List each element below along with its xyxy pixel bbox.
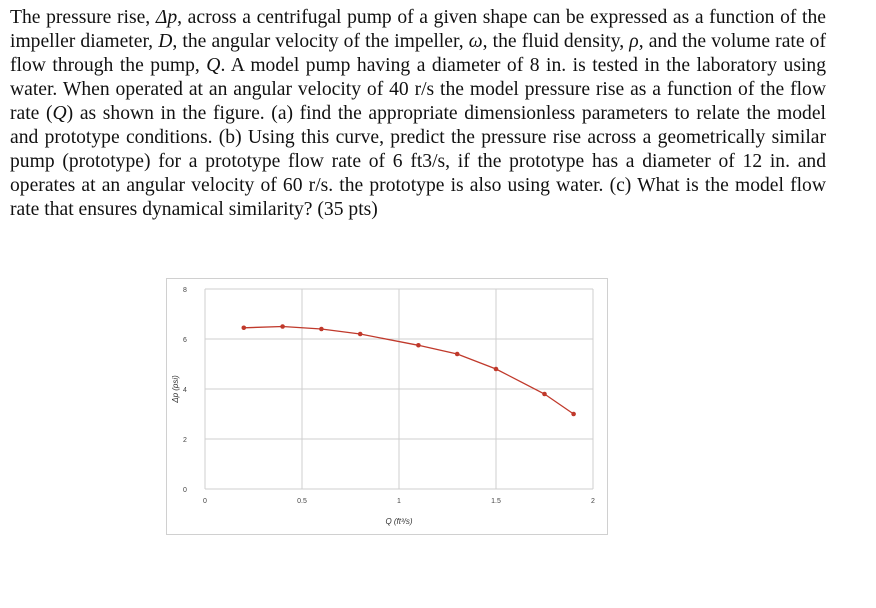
symbol-D: D [158, 31, 173, 52]
symbol-omega: ω [468, 31, 483, 52]
data-point [242, 325, 247, 330]
data-point [455, 352, 460, 357]
data-point [542, 392, 547, 397]
data-point [494, 367, 499, 372]
data-point [319, 327, 324, 332]
y-tick-label: 4 [183, 387, 187, 394]
symbol-Q: Q [206, 55, 221, 76]
x-tick-label: 2 [591, 498, 595, 505]
data-point [571, 412, 576, 417]
x-axis-label: Q (ft³/s) [385, 517, 413, 526]
y-tick-label: 6 [183, 337, 187, 344]
y-tick-label: 0 [183, 487, 187, 494]
x-tick-label: 0 [203, 498, 207, 505]
data-point [358, 332, 363, 337]
symbol-Q: Q [52, 103, 67, 124]
data-point [280, 324, 285, 329]
y-axis-label: Δp (psi) [171, 375, 180, 403]
problem-statement: The pressure rise, Δp, across a centrifugal pump of a given shape can be expressed as a function of the impeller diameter, D, the angular velocity of the impeller, ω, the fluid density, ρ, and the volume rate of flow through the pump, Q. A model pump having a diameter of 8 in. is tested in the laboratory using water. When operated at an angular velocity of 40 r/s the model pressure rise as a function of the flow rate (Q) as shown in the figure. (a) find the appropriate dimensionless parameters to relate the model and prototype conditions. (b) Using this curve, predict the pressure rise across a geometrically similar pump (prototype) for a prototype flow rate of 6 ft3/s, if the prototype has a diameter of 12 in. and operates at an angular velocity of 60 r/s. the prototype is also using water. (c) What is the model flow rate that ensures dynamical similarity? (35 pts) [10, 7, 827, 220]
y-tick-label: 2 [183, 437, 187, 444]
symbol-delta-p: Δp [155, 7, 178, 28]
data-point [416, 343, 421, 348]
series-line [244, 327, 574, 415]
symbol-rho: ρ [629, 31, 639, 52]
pump-curve-chart [167, 279, 607, 534]
chart-frame [166, 278, 608, 535]
x-tick-label: 1 [397, 498, 401, 505]
x-tick-label: 1.5 [491, 498, 501, 505]
y-tick-label: 8 [183, 287, 187, 294]
x-tick-label: 0.5 [297, 498, 307, 505]
